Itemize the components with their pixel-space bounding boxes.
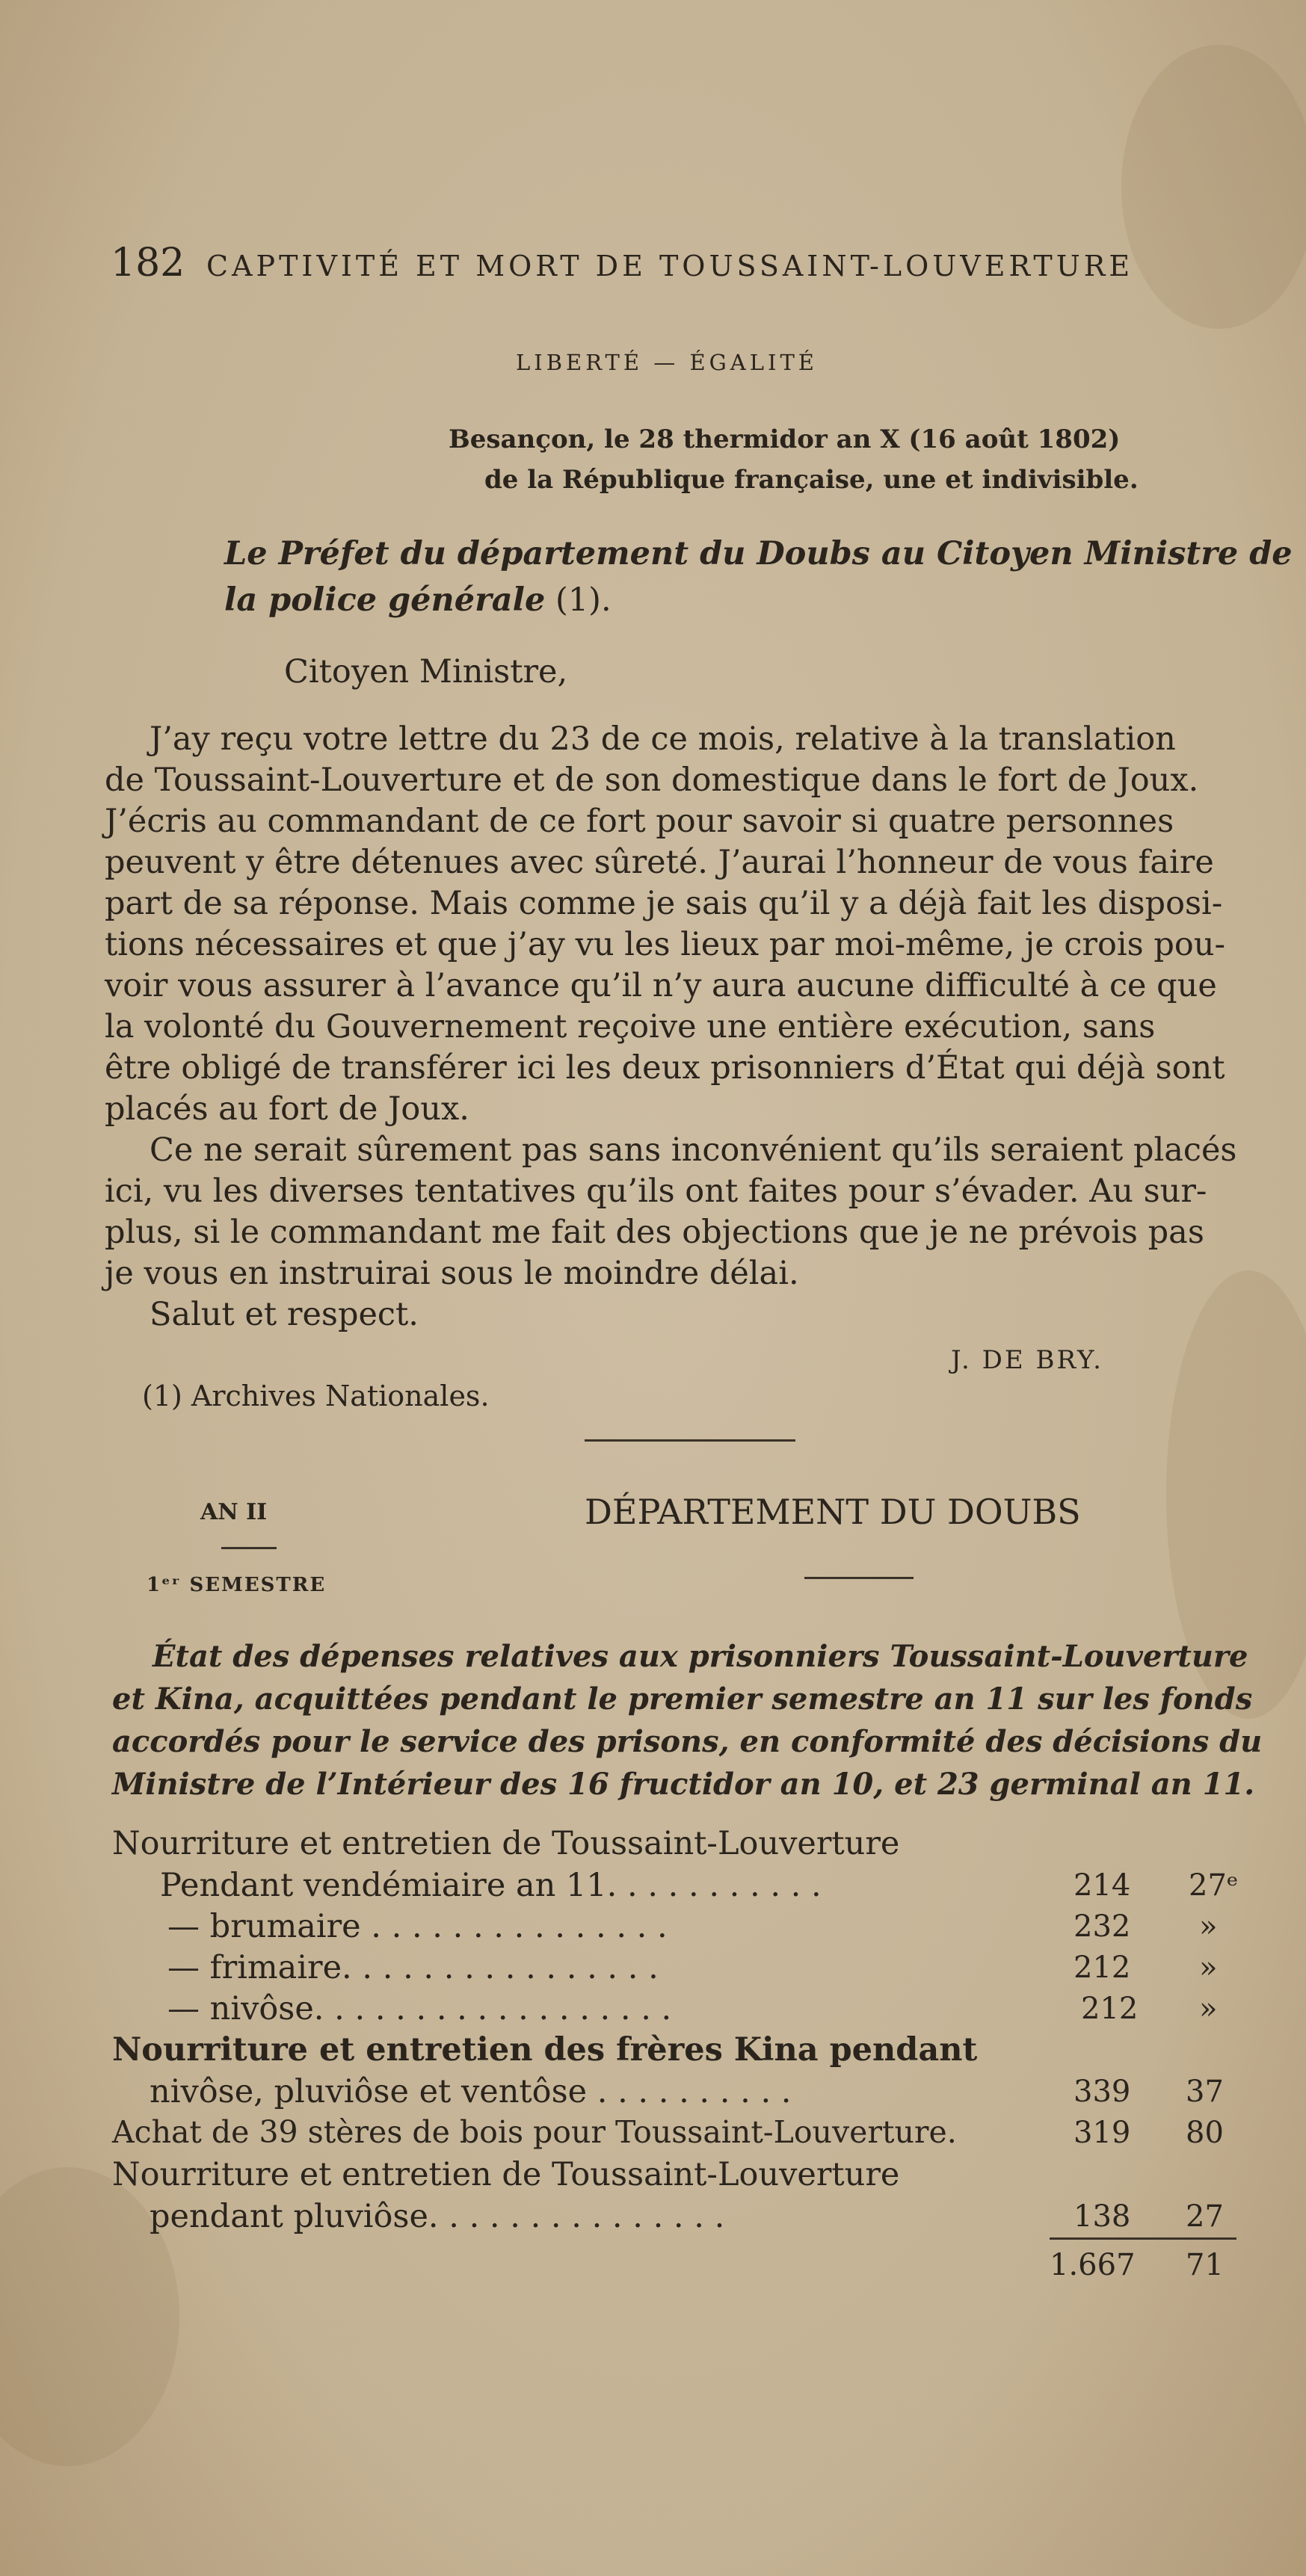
statement-line: Ministre de l’Intérieur des 16 fructidor an 10, et 23 germinal an 11. [112, 1767, 1255, 1802]
expense-cents: » [1199, 1992, 1218, 2026]
letter-line: je vous en instruirai sous le moindre délai. [105, 1255, 799, 1292]
letter-line: la volonté du Gouvernement reçoive une entière exécution, sans [105, 1008, 1156, 1045]
expense-cents: 27 [1186, 2199, 1224, 2234]
expense-cents: » [1199, 1950, 1218, 1985]
expense-label: Achat de 39 stères de bois pour Toussaint-Louverture. [112, 2114, 957, 2150]
expense-francs: 138 [1074, 2199, 1131, 2234]
letter-line: J’ay reçu votre lettre du 23 de ce mois, relative à la translation [150, 720, 1176, 758]
statement-line: accordés pour le service des prisons, en conformité des décisions du [112, 1724, 1263, 1759]
letter-line: peuvent y être détenues avec sûreté. J’aurai l’honneur de vous faire [105, 844, 1214, 881]
signature: J. DE BRY. [951, 1345, 1103, 1375]
divider [221, 1547, 277, 1549]
expense-francs: 212 [1081, 1992, 1139, 2026]
section-title: DÉPARTEMENT DU DOUBS [585, 1492, 1081, 1532]
letter-line: Ce ne serait sûrement pas sans inconvénient qu’ils seraient placés [150, 1131, 1237, 1169]
expense-label: Nourriture et entretien de Toussaint-Louverture [112, 1825, 900, 1862]
letter-line: tions nécessaires et que j’ay vu les lieux par moi-même, je crois pou- [105, 926, 1225, 963]
statement-line: et Kina, acquittées pendant le premier semestre an 11 sur les fonds [112, 1681, 1253, 1717]
letter-line: J’écris au commandant de ce fort pour savoir si quatre personnes [105, 803, 1174, 840]
address-line-2 [224, 580, 612, 621]
letter-line: de Toussaint-Louverture et de son domestique dans le fort de Joux. [105, 762, 1199, 799]
year-label: AN II [200, 1499, 268, 1525]
semester-label: 1ᵉʳ SEMESTRE [147, 1574, 327, 1596]
footnote-ref: (1). [555, 581, 612, 619]
expense-francs: 214 [1074, 1868, 1131, 1903]
footnote: (1) Archives Nationales. [142, 1380, 490, 1412]
address-line-1: Le Préfet du département du Doubs au Citoyen Ministre de [224, 535, 1293, 572]
dateline-line-1: Besançon, le 28 thermidor an X (16 août 1802) [449, 424, 1121, 454]
expense-francs: 232 [1074, 1909, 1131, 1944]
letter-line: placés au fort de Joux. [105, 1090, 469, 1128]
expense-label: nivôse, pluviôse et ventôse . . . . . . . . . . [150, 2073, 792, 2110]
address-office: la police générale [224, 581, 546, 619]
expense-label: — nivôse. . . . . . . . . . . . . . . . . . [167, 1990, 672, 2027]
statement-line: État des dépenses relatives aux prisonniers Toussaint-Louverture [153, 1639, 1248, 1674]
letter-line: plus, si le commandant me fait des objections que je ne prévois pas [105, 1214, 1204, 1251]
expense-cents: 80 [1186, 2116, 1224, 2150]
expense-cents: » [1199, 1909, 1218, 1944]
expense-cents: 27ᵉ [1189, 1868, 1239, 1903]
expense-label: — frimaire. . . . . . . . . . . . . . . . [167, 1949, 659, 1986]
expense-label: — brumaire . . . . . . . . . . . . . . . [167, 1908, 668, 1945]
letter-line: part de sa réponse. Mais comme je sais qu’il y a déjà fait les disposi- [105, 885, 1223, 922]
divider [804, 1577, 914, 1579]
letter-line: Salut et respect. [150, 1296, 419, 1333]
letter-line: être obligé de transférer ici les deux prisonniers d’État qui déjà sont [105, 1049, 1225, 1087]
total-rule [1050, 2237, 1236, 2240]
salutation: Citoyen Ministre, [284, 653, 568, 691]
expense-label: pendant pluviôse. . . . . . . . . . . . . . . [150, 2198, 725, 2235]
expense-label: Pendant vendémiaire an 11. . . . . . . . . . . [160, 1867, 822, 1904]
divider [585, 1439, 795, 1442]
paper-stain [1121, 45, 1306, 329]
dateline-line-2: de la République française, une et indivisible. [484, 465, 1139, 495]
total-cents: 71 [1186, 2248, 1224, 2282]
expense-label: Nourriture et entretien des frères Kina pendant [112, 2031, 978, 2069]
expense-francs: 319 [1074, 2116, 1131, 2150]
expense-label: Nourriture et entretien de Toussaint-Louverture [112, 2156, 900, 2193]
expense-cents: 37 [1186, 2075, 1224, 2109]
letter-line: voir vous assurer à l’avance qu’il n’y aura aucune difficulté à ce que [105, 967, 1217, 1004]
running-title: CAPTIVITÉ ET MORT DE TOUSSAINT-LOUVERTURE [206, 250, 1134, 282]
expense-francs: 212 [1074, 1950, 1131, 1985]
letter-line: ici, vu les diverses tentatives qu’ils ont faites pour s’évader. Au sur- [105, 1173, 1207, 1210]
total-francs: 1.667 [1050, 2248, 1136, 2282]
motto: LIBERTÉ — ÉGALITÉ [516, 350, 818, 375]
expense-francs: 339 [1074, 2075, 1131, 2109]
page-number: 182 [111, 241, 185, 285]
